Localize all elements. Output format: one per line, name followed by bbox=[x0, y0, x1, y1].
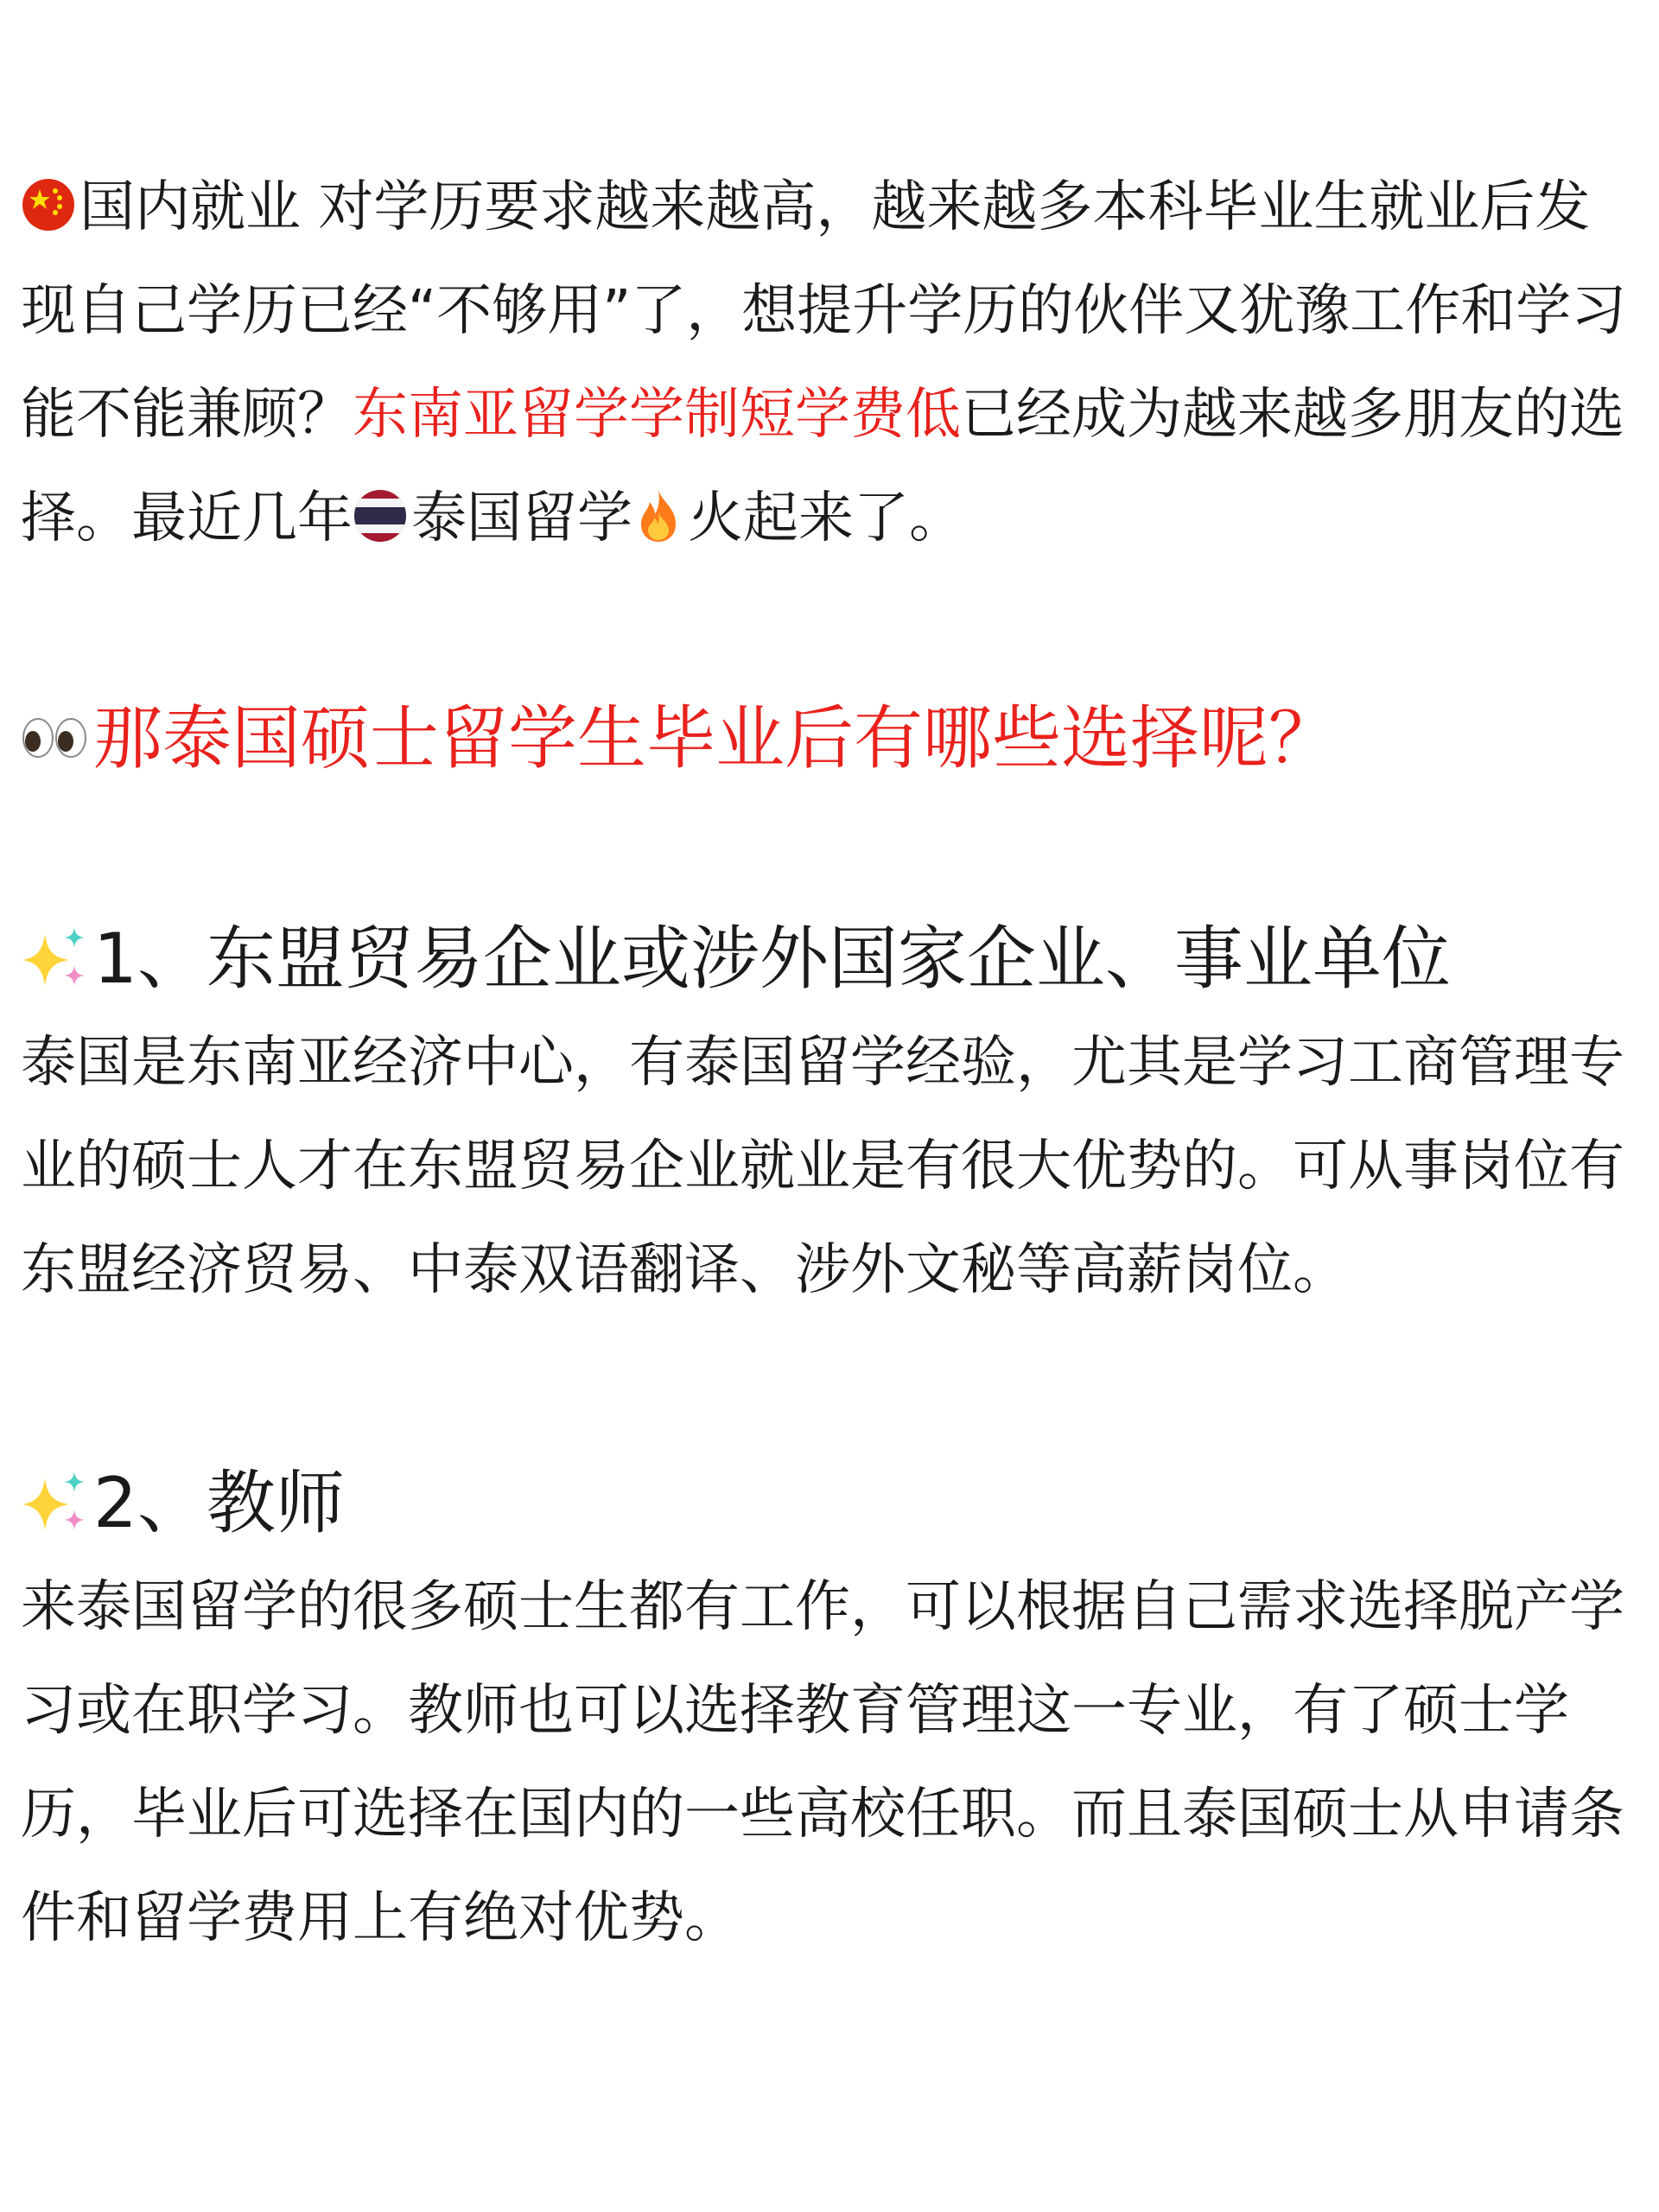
section-1-title-text: 1、东盟贸易企业或涉外国家企业、事业单位 bbox=[93, 918, 1451, 999]
intro-block bbox=[21, 156, 1645, 570]
thailand-flag-icon bbox=[353, 488, 408, 543]
section-1-title bbox=[21, 907, 1645, 1011]
section-2-title bbox=[21, 1452, 1645, 1555]
china-flag-icon bbox=[21, 177, 76, 232]
section-2 bbox=[21, 1452, 1645, 1970]
intro-highlight: 东南亚留学学制短学费低 bbox=[353, 383, 961, 447]
section-2-title-text: 2、教师 bbox=[93, 1463, 345, 1543]
sparkles-icon bbox=[21, 1468, 90, 1537]
question-block bbox=[21, 687, 1645, 791]
eyes-icon bbox=[21, 714, 90, 762]
intro-text-1: 国内就业 对学历要求越来越高，越来越多本科毕业生就业后发现自己学历已经“不够用”了，想提升学历的伙伴又犹豫工作和学习能不能兼顾？ bbox=[21, 175, 1627, 447]
intro-text-2: 已经成为越来越多朋友的选择。最近几年 bbox=[21, 383, 1624, 550]
intro-text-3: 泰国留学 bbox=[411, 486, 632, 550]
fire-icon bbox=[632, 488, 684, 543]
intro-paragraph bbox=[21, 156, 1645, 570]
section-2-body: 来泰国留学的很多硕士生都有工作，可以根据自己需求选择脱产学习或在职学习。教师也可以选择教育管理这一专业，有了硕士学历，毕业后可选择在国内的一些高校任职。而且泰国硕士从申请条件和留学费用上有绝对优势。 bbox=[21, 1575, 1624, 1950]
sparkles-icon bbox=[21, 924, 90, 993]
intro-text-4: 火起来了。 bbox=[688, 486, 964, 550]
question-heading bbox=[21, 687, 1645, 791]
question-text: 那泰国硕士留学生毕业后有哪些选择呢？ bbox=[93, 698, 1338, 779]
section-1-body: 泰国是东南亚经济中心，有泰国留学经验，尤其是学习工商管理专业的硕士人才在东盟贸易企业就业是有很大优势的。可从事岗位有东盟经济贸易、中泰双语翻译、涉外文秘等高薪岗位。 bbox=[21, 1031, 1624, 1302]
section-1 bbox=[21, 907, 1645, 1322]
